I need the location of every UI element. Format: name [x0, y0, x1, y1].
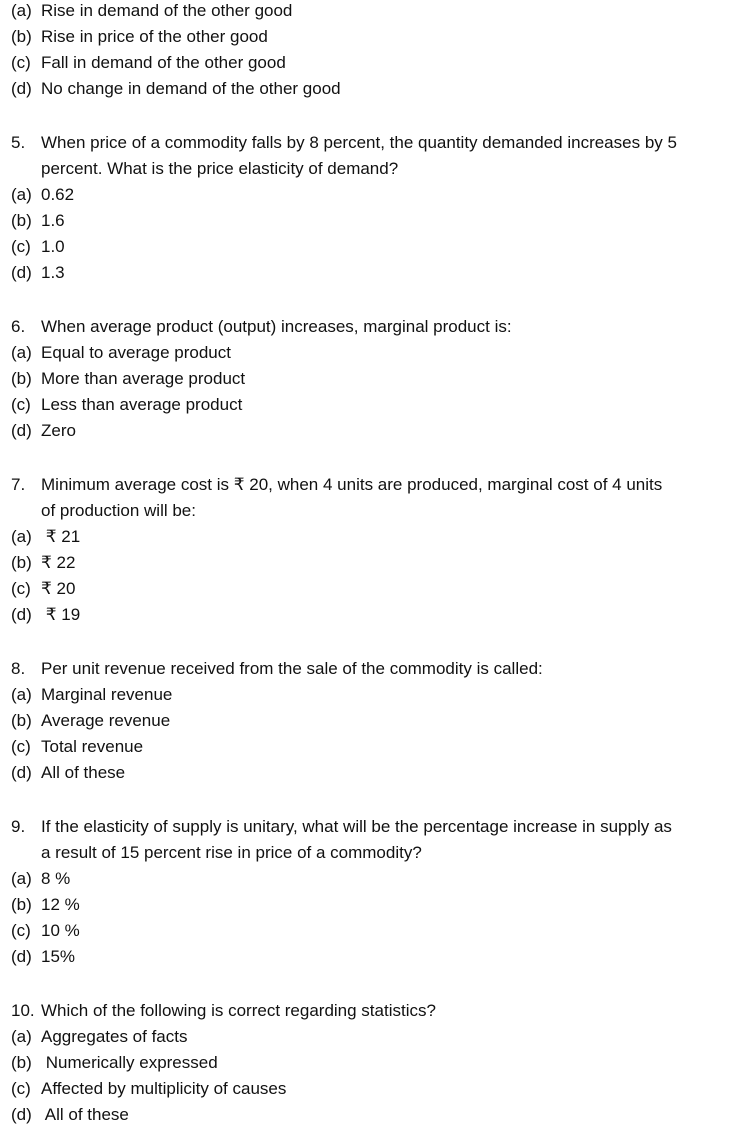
- option-label: (b): [11, 211, 32, 230]
- q4-option-b: [11, 26, 268, 48]
- option-text: All of these: [41, 763, 126, 782]
- option-label: (b): [11, 711, 32, 730]
- option-text: Affected by multiplicity of causes: [41, 1079, 287, 1098]
- option-label: (c): [11, 237, 31, 256]
- option-text: No change in demand of the other good: [41, 79, 341, 98]
- question-number: 7.: [11, 475, 26, 494]
- q8-option-d: [11, 762, 125, 784]
- option-text: All of these: [41, 1105, 129, 1124]
- q9-question: [11, 816, 672, 838]
- option-label: (c): [11, 921, 31, 940]
- option-label: (d): [11, 421, 32, 440]
- option-text: Marginal revenue: [41, 685, 173, 704]
- q10-question: [11, 1000, 436, 1022]
- q7-option-c: [11, 578, 75, 600]
- option-label: (c): [11, 395, 31, 414]
- q7-option-b: [11, 552, 75, 574]
- q8-option-b: [11, 710, 170, 732]
- option-label: (d): [11, 1105, 32, 1124]
- q9-option-b: [11, 894, 80, 916]
- option-text: ₹ 19: [41, 605, 81, 624]
- option-text: 1.3: [41, 263, 65, 282]
- option-label: (b): [11, 1053, 32, 1072]
- q7-option-a: [11, 526, 80, 548]
- question-text: Minimum average cost is ₹ 20, when 4 units are produced, marginal cost of 4 units: [41, 475, 663, 494]
- option-text: Total revenue: [41, 737, 144, 756]
- option-text: 15%: [41, 947, 76, 966]
- option-text: ₹ 20: [41, 579, 76, 598]
- question-number: 6.: [11, 317, 26, 336]
- option-text: More than average product: [41, 369, 246, 388]
- q6-option-b: [11, 368, 245, 390]
- question-text: When average product (output) increases, marginal product is:: [41, 317, 512, 336]
- option-label: (b): [11, 895, 32, 914]
- question-number: 10.: [11, 1001, 35, 1020]
- option-label: (a): [11, 1, 32, 20]
- q10-option-d: [11, 1104, 129, 1126]
- q9-option-c: [11, 920, 80, 942]
- option-label: (c): [11, 737, 31, 756]
- q4-option-a: [11, 0, 292, 22]
- option-label: (a): [11, 185, 32, 204]
- option-text: ₹ 22: [41, 553, 76, 572]
- question-text: Per unit revenue received from the sale of the commodity is called:: [41, 659, 543, 678]
- q8-option-a: [11, 684, 172, 706]
- option-label: (a): [11, 1027, 32, 1046]
- q4-option-c: [11, 52, 286, 74]
- q6-question: [11, 316, 512, 338]
- option-label: (d): [11, 947, 32, 966]
- q5-option-c: [11, 236, 65, 258]
- q5-question: [11, 132, 677, 154]
- q10-option-a: [11, 1026, 187, 1048]
- q9-option-d: [11, 946, 75, 968]
- option-text: Numerically expressed: [41, 1053, 218, 1072]
- q9-question-continued: a result of 15 percent rise in price of a commodity?: [41, 843, 422, 862]
- option-text: Rise in price of the other good: [41, 27, 268, 46]
- question-number: 9.: [11, 817, 26, 836]
- q6-option-a: [11, 342, 231, 364]
- option-label: (d): [11, 263, 32, 282]
- q6-option-d: [11, 420, 76, 442]
- option-text: Aggregates of facts: [41, 1027, 188, 1046]
- option-label: (d): [11, 605, 32, 624]
- q8-option-c: [11, 736, 143, 758]
- q8-question: [11, 658, 543, 680]
- option-text: Equal to average product: [41, 343, 231, 362]
- option-text: Average revenue: [41, 711, 171, 730]
- option-text: Less than average product: [41, 395, 243, 414]
- option-label: (a): [11, 343, 32, 362]
- q6-option-c: [11, 394, 242, 416]
- question-text: If the elasticity of supply is unitary, what will be the percentage increase in supply as: [41, 817, 672, 836]
- question-number: 8.: [11, 659, 26, 678]
- option-label: (b): [11, 369, 32, 388]
- option-text: 0.62: [41, 185, 75, 204]
- option-text: 8 %: [41, 869, 71, 888]
- option-label: (b): [11, 27, 32, 46]
- q7-question: [11, 474, 662, 496]
- option-text: Zero: [41, 421, 76, 440]
- option-text: 10 %: [41, 921, 80, 940]
- option-label: (d): [11, 79, 32, 98]
- option-text: 12 %: [41, 895, 80, 914]
- option-text: Rise in demand of the other good: [41, 1, 293, 20]
- q9-option-a: [11, 868, 70, 890]
- q4-option-d: [11, 78, 341, 100]
- q5-option-b: [11, 210, 65, 232]
- option-label: (c): [11, 1079, 31, 1098]
- option-text: Fall in demand of the other good: [41, 53, 286, 72]
- option-text: ₹ 21: [41, 527, 81, 546]
- q5-question-continued: percent. What is the price elasticity of demand?: [41, 159, 399, 178]
- q5-option-d: [11, 262, 65, 284]
- option-label: (c): [11, 579, 31, 598]
- q5-option-a: [11, 184, 74, 206]
- option-label: (d): [11, 763, 32, 782]
- question-text: When price of a commodity falls by 8 percent, the quantity demanded increases by 5: [41, 133, 677, 152]
- option-label: (b): [11, 553, 32, 572]
- question-text: Which of the following is correct regarding statistics?: [41, 1001, 436, 1020]
- option-text: 1.0: [41, 237, 65, 256]
- option-text: 1.6: [41, 211, 65, 230]
- q10-option-c: [11, 1078, 286, 1100]
- option-label: (c): [11, 53, 31, 72]
- option-label: (a): [11, 685, 32, 704]
- q7-question-continued: of production will be:: [41, 501, 196, 520]
- q10-option-b: [11, 1052, 218, 1074]
- question-number: 5.: [11, 133, 26, 152]
- option-label: (a): [11, 869, 32, 888]
- option-label: (a): [11, 527, 32, 546]
- q7-option-d: [11, 604, 80, 626]
